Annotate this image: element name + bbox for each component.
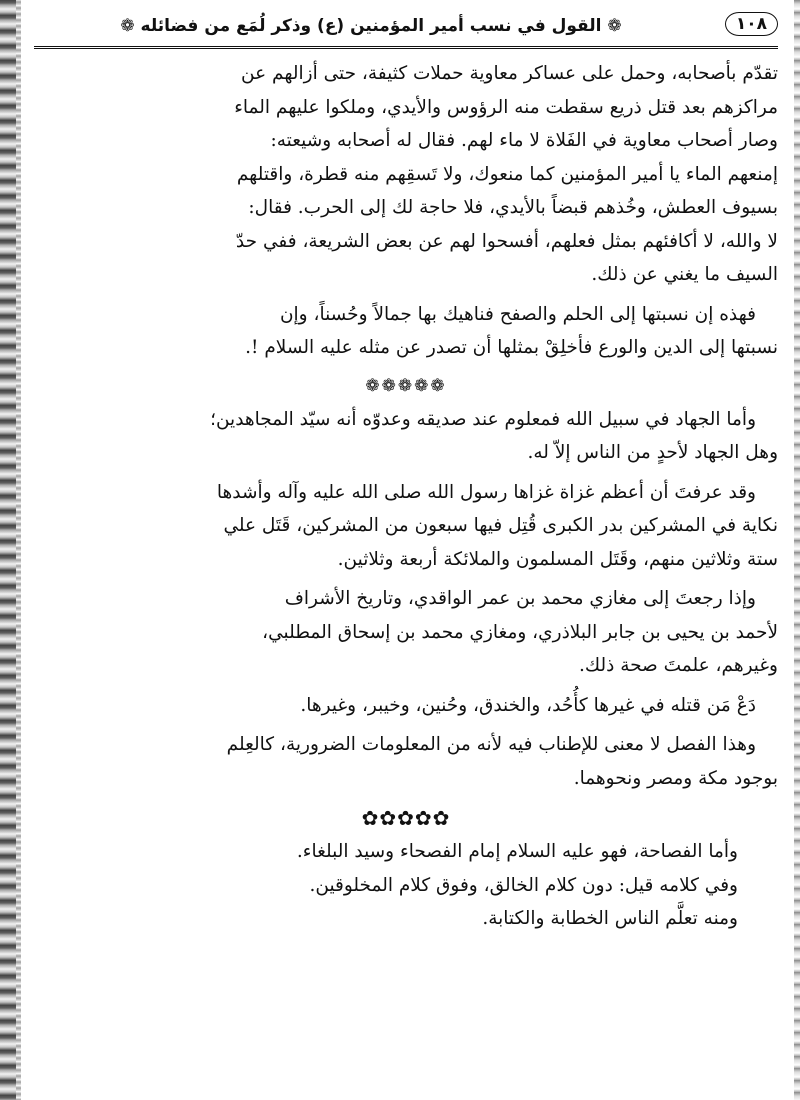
text-line: بوجود مكة ومصر ونحوهما. bbox=[573, 767, 778, 789]
text-line: وإذا رجعتَ إلى مغازي محمد بن عمر الواقدي، وتاريخ الأشراف bbox=[284, 588, 756, 609]
text-line: فهذه إن نسبتها إلى الحلم والصفح فناهيك بها جمالاً وحُسناً، وإن bbox=[279, 303, 756, 325]
text-line: وغيرهم، علمتَ صحة ذلك. bbox=[578, 655, 778, 676]
text-line: ستة وثلاثين منهم، وقَتَل المسلمون والملائكة أربعة وثلاثين. bbox=[337, 548, 778, 570]
text-line: وهذا الفصل لا معنى للإطناب فيه لأنه من المعلومات الضرورية، كالعِلم bbox=[226, 734, 756, 755]
text-line: دَعْ مَن قتله في غيرها كأُحُد، والخندق، وحُنين، وخيبر، وغيرها. bbox=[300, 694, 756, 716]
paragraph-necessity bbox=[34, 728, 778, 795]
header-title: ❁ القول في نسب أمير المؤمنين (ع) وذكر لُمَع من فضائله ❁ bbox=[120, 16, 622, 36]
text-line: إمنعهم الماء يا أمير المؤمنين كما منعوك، ولا تَسقِهم منه قطرة، واقتلهم bbox=[236, 163, 778, 185]
text-line: تقدّم بأصحابه، وحمل على عساكر معاوية حملات كثيفة، حتى أزالهم عن bbox=[241, 63, 778, 84]
paragraph-forbearance bbox=[34, 298, 778, 365]
page-number: ١٠٨ bbox=[725, 12, 778, 36]
text-line: نكاية في المشركين بدر الكبرى قُتِل فيها سبعون من المشركين، قَتَل علي bbox=[223, 515, 778, 536]
text-line: السيف ما يغني عن ذلك. bbox=[591, 264, 778, 285]
text-line: نسبتها إلى الدين والورع فأخلِقْ بمثلها أن تصدر عن مثله عليه السلام !. bbox=[245, 337, 778, 358]
page-binding-shadow bbox=[16, 0, 21, 1100]
paragraph-other-battles bbox=[34, 689, 778, 723]
book-page bbox=[34, 6, 778, 1094]
section-divider-stars: ❁❁❁❁❁ bbox=[365, 375, 447, 396]
text-line: وأما الفصاحة، فهو عليه السلام إمام الفصحاء وسيد البلغاء. bbox=[296, 841, 738, 862]
text-line: ومنه تعلَّم الناس الخطابة والكتابة. bbox=[482, 908, 738, 929]
paragraph-eloquence bbox=[34, 835, 778, 936]
paragraph-water-battle bbox=[34, 57, 778, 292]
paragraph-badr bbox=[34, 476, 778, 577]
paragraph-sources bbox=[34, 582, 778, 683]
running-header bbox=[34, 6, 778, 49]
text-line: بسيوف العطش، وخُذهم قبضاً بالأيدي، فلا حاجة لك إلى الحرب. فقال: bbox=[248, 197, 778, 218]
paragraph-jihad bbox=[34, 403, 778, 470]
page-content bbox=[34, 49, 778, 936]
text-line: وأما الجهاد في سبيل الله فمعلوم عند صديقه وعدوّه أنه سيّد المجاهدين؛ bbox=[210, 408, 756, 430]
page-binding-edge bbox=[0, 0, 16, 1100]
text-line: وفي كلامه قيل: دون كلام الخالق، وفوق كلام المخلوقين. bbox=[309, 874, 738, 896]
text-line: لأحمد بن يحيى بن جابر البلاذري، ومغازي محمد بن إسحاق المطلبي، bbox=[262, 621, 778, 643]
section-divider-flowers: ✿✿✿✿✿ bbox=[361, 806, 451, 830]
page-right-edge bbox=[794, 0, 800, 1100]
text-line: لا والله، لا أكافئهم بمثل فعلهم، أفسحوا لهم عن بعض الشريعة، ففي حدّ bbox=[235, 230, 778, 252]
text-line: وهل الجهاد لأحدٍ من الناس إلاّ له. bbox=[527, 442, 778, 463]
text-line: وقد عرفتَ أن أعظم غزاة غزاها رسول الله صلى الله عليه وآله وأشدها bbox=[216, 481, 756, 503]
text-line: مراكزهم بعد قتل ذريع سقطت منه الرؤوس والأيدي، وملكوا عليهم الماء bbox=[234, 96, 778, 118]
text-line: وصار أصحاب معاوية في الفَلاة لا ماء لهم. فقال له أصحابه وشيعته: bbox=[270, 130, 778, 151]
